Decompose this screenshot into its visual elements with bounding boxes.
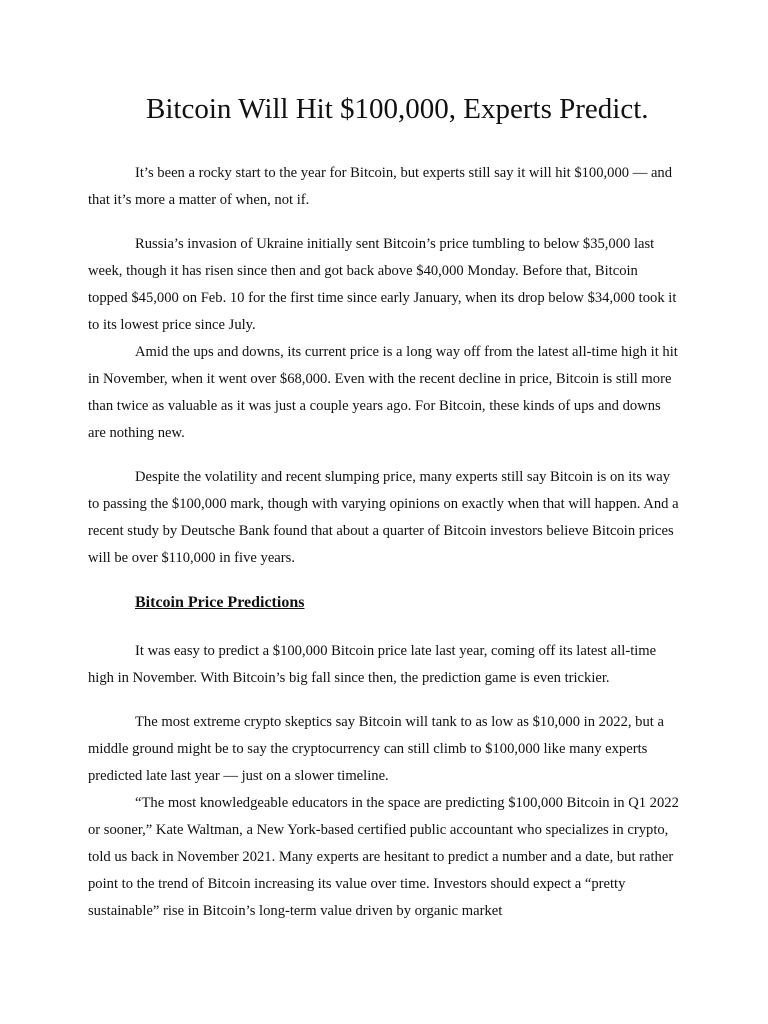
- paragraph-crypto-skeptics: The most extreme crypto skeptics say Bitcoin will tank to as low as $10,000 in 2022, but a middle ground might be to say the cryptocurrency can still climb to $100,000 like many experts predicted late last year — just on a slower timeline.: [88, 714, 664, 784]
- section-heading: Bitcoin Price Predictions: [135, 594, 305, 611]
- paragraph-rocky-start: It’s been a rocky start to the year for Bitcoin, but experts still say it will hit $100,000 — and that it’s more a matter of when, not if.: [88, 165, 673, 208]
- paragraph-volatility: Despite the volatility and recent slumping price, many experts still say Bitcoin is on its way to passing the $100,000 mark, though with varying opinions on exactly when that will happen. And a recent study by Deutsche Bank found that about a quarter of Bitcoin investors believe Bitcoin prices will be over $110,000 in five years.: [88, 469, 679, 566]
- article-title: Bitcoin Will Hit $100,000, Experts Predict.: [146, 93, 649, 125]
- paragraph-ups-and-downs: Amid the ups and downs, its current price is a long way off from the latest all-time high it hit in November, when it went over $68,000. Even with the recent decline in price, Bitcoin is still more than twice as valuable as it was just a couple years ago. For Bitcoin, these kinds of ups and downs are nothing new.: [88, 344, 678, 441]
- paragraph-easy-to-predict: It was easy to predict a $100,000 Bitcoin price late last year, coming off its latest all-time high in November. With Bitcoin’s big fall since then, the prediction game is even trickier.: [88, 643, 657, 686]
- paragraph-russia-invasion: Russia’s invasion of Ukraine initially sent Bitcoin’s price tumbling to below $35,000 last week, though it has risen since then and got back above $40,000 Monday. Before that, Bitcoin topped $45,000 on Feb. 10 for the first time since early January, when its drop below $34,000 took it to its lowest price since July.: [88, 236, 677, 333]
- paragraph-expert-quote: “The most knowledgeable educators in the space are predicting $100,000 Bitcoin in Q1 2022 or sooner,” Kate Waltman, a New York-based certified public accountant who specializes in crypto, told us back in November 2021. Many experts are hesitant to predict a number and a date, but rather point to the trend of Bitcoin increasing its value over time. Investors should expect a “pretty sustainable” rise in Bitcoin’s long-term value driven by organic market: [88, 795, 679, 919]
